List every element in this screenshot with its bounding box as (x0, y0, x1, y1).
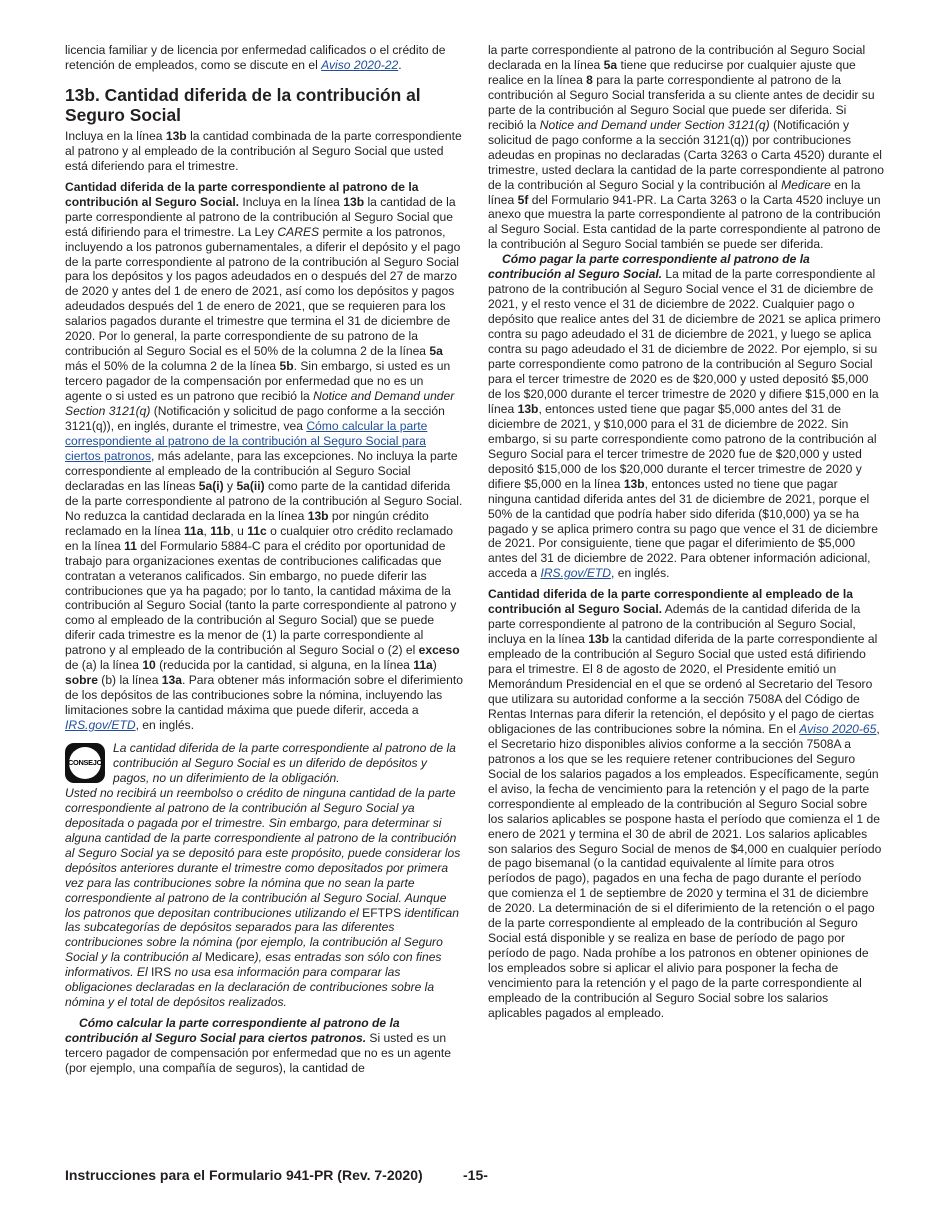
tip-box (65, 741, 463, 1010)
paragraph-how-to-pay: Cómo pagar la parte correspondiente al patrono de la contribución al Seguro Social. La mitad de la parte correspondiente al patrono de la contribución al Seguro Social vence el 31 de diciembre de 2021, y el resto vence el 31 de diciembre de 2022. Cualquier pago o depósito que realice antes del 31 de diciembre de 2021 se aplica primero contra su pago adeudado el 31 de diciembre de 2021, y luego se aplica contra su pago adeudado el 31 de diciembre de 2022. Por ejemplo, si su parte correspondiente como patrono de la contribución al Seguro Social para el tercer trimestre de 2020 es de $20,000 y usted depositó $5,000 de los $20,000 durante el tercer trimestre de 2020 y difiere $15,000 en la línea 13b, entonces usted tiene que pagar $5,000 antes del 31 de diciembre de 2021, y $10,000 para el 31 de diciembre de 2022. Sin embargo, si su parte correspondiente como patrono de la contribución al Seguro Social para el tercer trimestre de 2020 fue de $20,000 y usted depositó $15,000 de los $20,000 durante el tercer trimestre de 2020 y difiere $5,000 en la línea 13b, entonces usted no tiene que pagar ninguna cantidad diferida antes del 31 de diciembre de 2021, porque el 50% de la cantidad que podría haber sido diferida ($10,000) ya se ha pagado y se aplica primero contra su pago que vence el 31 de diciembre de 2021. Por consiguiente, tiene que pagar el diferimiento de $5,000 antes del 31 de diciembre de 2022. Para obtener información adicional, acceda a IRS.gov/ETD, en inglés. (488, 252, 881, 581)
irs-etd-link[interactable]: IRS.gov/ETD (65, 718, 136, 733)
irs-etd-link[interactable]: IRS.gov/ETD (540, 566, 612, 581)
consejo-tip-icon: CONSEJO (65, 743, 105, 783)
paragraph-lead: Cómo calcular la parte correspondiente al patrono de la contribución al Seguro Social para ciertos patronos. (65, 1016, 400, 1046)
paragraph-lead: Cantidad diferida de la parte correspondiente al patrono de la contribución al Seguro Social. (65, 179, 419, 209)
certain-employers-link[interactable]: Cómo calcular la parte correspondiente al patrono de la contribución al Seguro Social para ciertos patronos (65, 419, 428, 463)
footer-title: Instrucciones para el Formulario 941-PR (Rev. 7-2020) (65, 1167, 423, 1183)
page-footer (65, 1167, 885, 1183)
aviso-2020-65-link[interactable]: Aviso 2020-65 (799, 721, 877, 736)
paragraph-lead: Cantidad diferida de la parte correspondiente al empleado de la contribución al Seguro Social. (488, 587, 853, 617)
paragraph-third-party-payer: la parte correspondiente al patrono de la contribución al Seguro Social declarada en la línea 5a tiene que reducirse por cualquier ajuste que realice en la línea 8 para la parte correspondiente al patrono de la contribución al Seguro Social transferida a su cliente antes de decidir su parte de la contribución al Seguro Social que puede ser diferida. Si recibió la Notice and Demand under Section 3121(q) (Notificación y solicitud de pago conforme a la sección 3121(q)) por contribuciones adeudas en propinas no declaradas (Carta 3263 o Carta 4520) durante el trimestre, usted declara la cantidad de la parte correspondiente al patrono de la contribución al Seguro Social y la contribución al Medicare en la línea 5f del Formulario 941-PR. La Carta 3263 o la Carta 4520 incluye un anexo que muestra la parte correspondiente al patrono de la contribución al Seguro Social. Esta cantidad de la parte correspondiente al patrono de la contribución al Seguro Social también se puede ser diferida. (488, 43, 884, 252)
right-column (488, 43, 884, 1021)
section-heading-13b: 13b. Cantidad diferida de la contribución al Seguro Social (65, 84, 421, 125)
paragraph-employee-deferral: Cantidad diferida de la parte correspondiente al empleado de la contribución al Seguro Social. Además de la cantidad diferida de la parte correspondiente al patrono de la contribución al Seguro Social, incluya en la línea 13b la cantidad diferida de la parte correspondiente al empleado de la contribución al Seguro Social que usted está difiriendo para el trimestre. El 8 de agosto de 2020, el Presidente emitió un Memorándum Presidencial en el que se ordenó al Secretario del Tesoro que utilizara su autoridad conforme a la sección 7508A del Código de Rentas Internas para diferir la retención, el depósito y el pago de ciertas obligaciones de las contribuciones sobre la nómina. En el Aviso 2020-65, el Secretario hizo disponibles alivios conforme a la sección 7508A a patronos a los que se les requiere retener contribuciones del Seguro Social de los salarios pagados a los empleados. Específicamente, según el aviso, la fecha de vencimiento para la retención y el pago de la parte correspondiente al empleado de la contribución al Seguro Social sobre los salarios aplicables se pospone hasta el período que comienza el 1 de enero de 2021 y termina el 30 de abril de 2021. Los salarios aplicables son salarios des Seguro Social de menos de $4,000 en cualquier período de pago bisemanal (o la cantidad equivalente al límite para otros períodos de pago), pagados en una fecha de pago durante el período que comienza el 1 de septiembre de 2020 y termina el 31 de diciembre de 2020. La determinación de si el diferimiento de la retención o el pago de la parte correspondiente al empleado de la contribución al Seguro Social está disponible y se realiza en base de período de pago por período de pago. Nada prohíbe a los patronos en obtener opiniones de los empleados sobre si aplicar el alivio para posponer la fecha de vencimiento para la retención y el pago de la parte correspondiente al empleado de la contribución al Seguro Social sobre los salarios aplicables pagados al empleado. (488, 587, 882, 1020)
left-column (65, 43, 463, 1076)
paragraph-certain-employers: Cómo calcular la parte correspondiente al patrono de la contribución al Seguro Social para ciertos patronos. Si usted es un tercero pagador de compensación por enfermedad que no es un agente (por ejemplo, una compañía de seguros), la cantidad de (65, 1016, 451, 1076)
paragraph-lead: Cómo pagar la parte correspondiente al patrono de la contribución al Seguro Social. (488, 252, 810, 282)
paragraph-13b-intro: Incluya en la línea 13b la cantidad combinada de la parte correspondiente al patrono y al empleado de la contribución al Seguro Social que usted está diferiendo para el trimestre. (65, 128, 462, 173)
paragraph-employer-deferral: Cantidad diferida de la parte correspondiente al patrono de la contribución al Seguro Social. Incluya en la línea 13b la cantidad de la parte correspondiente al patrono de la contribución al Seguro Social que está difiriendo para el trimestre. La Ley CARES permite a los patronos, incluyendo a los patronos gubernamentales, a diferir el depósito y el pago de la parte correspondiente al patrono de la contribución al Seguro Social para los depósitos y los pagos adeudados en o después del 27 de marzo de 2020 y antes del 1 de enero de 2021, así como los depósitos y pagos adeudados después del 1 de enero de 2021, que se requieren para los salarios pagados durante el trimestre que termina el 31 de diciembre de 2020. Por lo general, la parte correspondiente de su patrono de la contribución al Seguro Social es el 50% de la columna 2 de la línea 5a más el 50% de la columna 2 de la línea 5b. Sin embargo, si usted es un tercero pagador de la compensación por enfermedad que no es un agente o si usted es un patrono que recibió la Notice and Demand under Section 3121(q) (Notificación y solicitud de pago conforme a la sección 3121(q)), en inglés, durante el trimestre, vea Cómo calcular la parte correspondiente al patrono de la contribución al Seguro Social para ciertos patronos, más adelante, para las excepciones. No incluya la parte correspondiente al empleado de la contribución al Seguro Social declaradas en las líneas 5a(i) y 5a(ii) como parte de la cantidad diferida de la parte correspondiente al patrono de la contribución al Seguro Social. No reduzca la cantidad declarada en la línea 13b por ningún crédito reclamado en la línea 11a, 11b, u 11c o cualquier otro crédito reclamado en la línea 11 del Formulario 5884-C para el crédito por oportunidad de trabajo para organizaciones exentas de contribuciones calificadas que contratan a veteranos calificados. Sin embargo, no puede diferir las contribuciones que ya ha pagado; por lo tanto, la cantidad máxima de la contribución al Seguro Social (tanto la parte correspondiente al patrono y como al empleado de la contribución al Seguro Social) que se puede diferir cada trimestre es la menor de (1) la parte correspondiente al patrono y al empleado de la contribución al Seguro Social o (2) el exceso de (a) la línea 10 (reducida por la cantidad, si alguna, en la línea 11a) sobre (b) la línea 13a. Para obtener más información sobre el diferimiento de los depósitos de las contribuciones sobre la nómina, incluyendo las limitaciones sobre la cantidad máxima que puede diferir, acceda a IRS.gov/ETD, en inglés. (65, 179, 463, 733)
page-number: -15- (463, 1167, 488, 1183)
paragraph-intro-continued: licencia familiar y de licencia por enfermedad calificados o el crédito de retención de empleados, como se discute en el Aviso 2020-22. (65, 43, 446, 72)
tip-text: La cantidad diferida de la parte correspondiente al patrono de la contribución al Seguro Social es un diferido de depósitos y pagos, no un diferimiento de la obligación. Usted no recibirá un reembolso o crédito de ninguna cantidad de la parte correspondiente al patrono de la contribución al Seguro Social ya depositada o pagada por el trimestre. Sin embargo, para determinar si alguna cantidad de la parte correspondiente al patrono de la contribución al Seguro Social ya se depositó para este propósito, puede considerar los depósitos anteriores durante el trimestre como depositados por primera vez para las contribuciones sobre la nómina que no sean la parte correspondiente al patrono de la contribución al Seguro Social. Aunque los patronos que depositan contribuciones utilizando el EFTPS identifican las subcategorías de depósitos separados para las diferentes contribuciones sobre la nómina (por ejemplo, la contribución al Seguro Social y la contribución al Medicare), esas entradas son sólo con fines informativos. El IRS no usa esa información para comparar las obligaciones declaradas en la declaración de contribuciones sobre la nómina y el total de depósitos realizados. (65, 741, 461, 1010)
aviso-2020-22-link[interactable]: Aviso 2020-22 (321, 57, 399, 72)
